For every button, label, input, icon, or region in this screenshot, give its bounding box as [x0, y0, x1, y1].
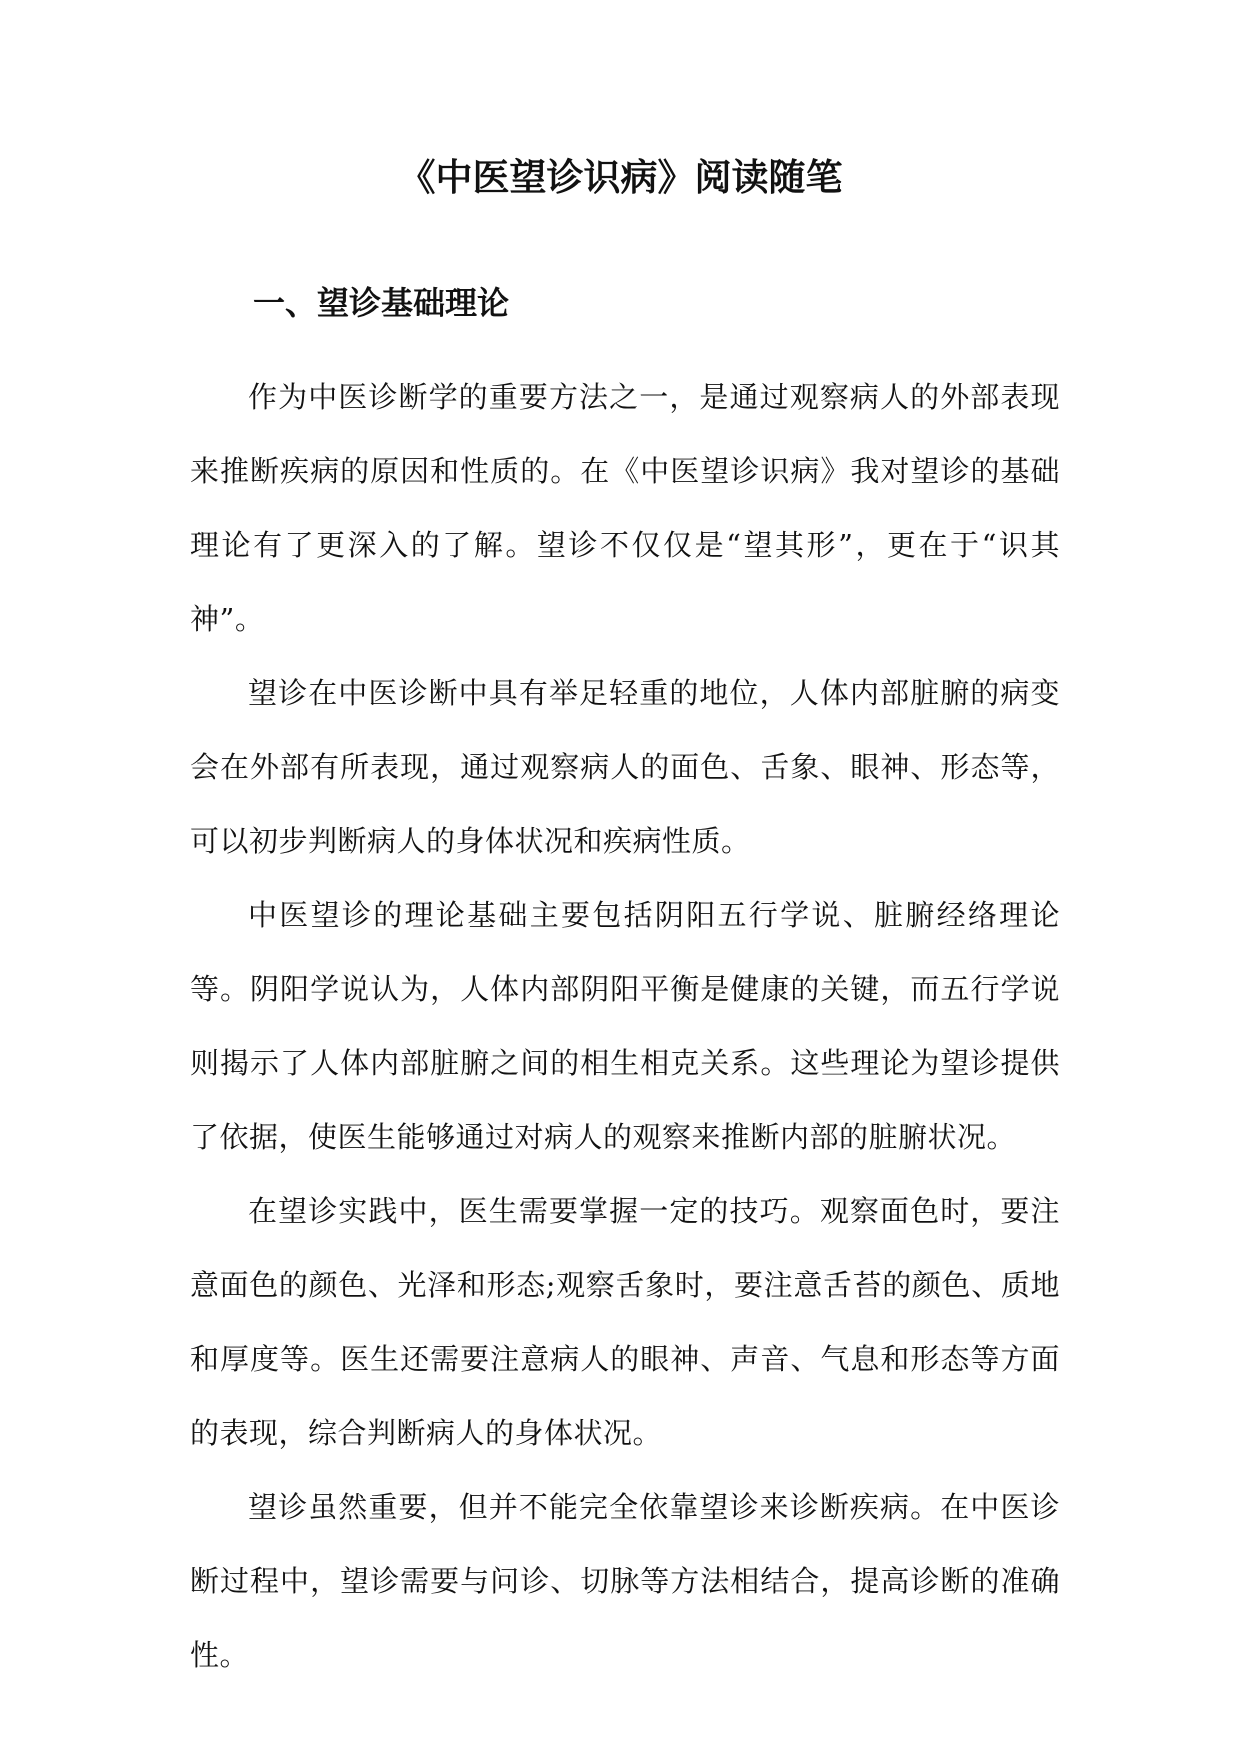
section-heading: 一、望诊基础理论	[253, 284, 510, 322]
document-title: 《中医望诊识病》阅读随笔	[398, 155, 843, 199]
paragraph: 中医望诊的理论基础主要包括阴阳五行学说、脏腑经络理论等。阴阳学说认为，人体内部阴阳平衡是健康的关键，而五行学说则揭示了人体内部脏腑之间的相生相克关系。这些理论为望诊提供了依据，使医生能够通过对病人的观察来推断内部的脏腑状况。	[190, 898, 1060, 1154]
paragraph: 望诊在中医诊断中具有举足轻重的地位，人体内部脏腑的病变会在外部有所表现，通过观察病人的面色、舌象、眼神、形态等，可以初步判断病人的身体状况和疾病性质。	[190, 676, 1060, 858]
paragraph: 作为中医诊断学的重要方法之一，是通过观察病人的外部表现来推断疾病的原因和性质的。在《中医望诊识病》我对望诊的基础理论有了更深入的了解。望诊不仅仅是“望其形”，更在于“识其神”。	[190, 380, 1060, 636]
paragraph: 望诊虽然重要，但并不能完全依靠望诊来诊断疾病。在中医诊断过程中，望诊需要与问诊、切脉等方法相结合，提高诊断的准确性。	[190, 1490, 1060, 1672]
paragraph: 在望诊实践中，医生需要掌握一定的技巧。观察面色时，要注意面色的颜色、光泽和形态;观察舌象时，要注意舌苔的颜色、质地和厚度等。医生还需要注意病人的眼神、声音、气息和形态等方面的表现，综合判断病人的身体状况。	[190, 1194, 1060, 1450]
document-body	[190, 360, 1060, 1692]
